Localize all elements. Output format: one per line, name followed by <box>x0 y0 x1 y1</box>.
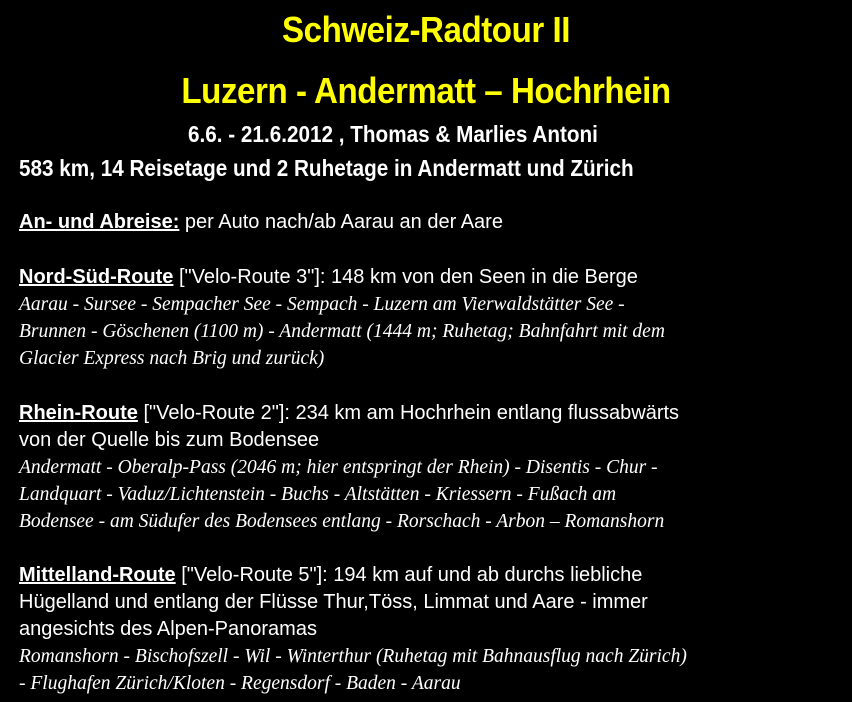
route-stops: Bodensee - am Südufer des Bodensees entlang - Rorschach - Arbon – Romanshorn <box>19 511 665 532</box>
route-mittelland <box>19 562 839 697</box>
title-line-2: Luzern - Andermatt – Hochrhein <box>181 70 671 111</box>
route-nord-sued <box>19 264 839 372</box>
route-desc: angesichts des Alpen-Panoramas <box>19 618 317 640</box>
route-desc: ["Velo-Route 3"]: 148 km von den Seen in die Berge <box>173 266 638 288</box>
anreise-label: An- und Abreise: <box>19 211 180 233</box>
route-desc: ["Velo-Route 2"]: 234 km am Hochrhein entlang flussabwärts <box>137 402 680 424</box>
route-stops: Romanshorn - Bischofszell - Wil - Winterthur (Ruhetag mit Bahnausflug nach Zürich) <box>19 646 687 667</box>
title-line-1: Schweiz-Radtour II <box>282 9 570 50</box>
route-desc: von der Quelle bis zum Bodensee <box>19 429 320 451</box>
anreise-text: per Auto nach/ab Aarau an der Aare <box>179 211 503 233</box>
route-stops: - Flughafen Zürich/Kloten - Regensdorf - Baden - Aarau <box>19 673 461 694</box>
route-stops: Landquart - Vaduz/Lichtenstein - Buchs - Altstätten - Kriessern - Fußach am <box>19 484 617 505</box>
dates-travelers: 6.6. - 21.6.2012 , Thomas & Marlies Antoni <box>188 121 598 147</box>
route-stops: Glacier Express nach Brig und zurück) <box>19 348 325 369</box>
route-desc: Hügelland und entlang der Flüsse Thur,Töss, Limmat und Aare - immer <box>19 591 648 613</box>
route-label: Nord-Süd-Route <box>19 266 174 288</box>
anreise-section <box>19 209 839 236</box>
trip-summary: 583 km, 14 Reisetage und 2 Ruhetage in Andermatt und Zürich <box>19 155 634 181</box>
route-label: Rhein-Route <box>19 402 138 424</box>
route-stops: Brunnen - Göschenen (1100 m) - Andermatt (1444 m; Ruhetag; Bahnfahrt mit dem <box>19 321 665 342</box>
route-label: Mittelland-Route <box>19 564 176 586</box>
route-stops: Andermatt - Oberalp-Pass (2046 m; hier entspringt der Rhein) - Disentis - Chur - <box>19 457 658 478</box>
route-rhein <box>19 400 839 535</box>
route-desc: ["Velo-Route 5"]: 194 km auf und ab durchs liebliche <box>175 564 643 586</box>
route-stops: Aarau - Sursee - Sempacher See - Sempach - Luzern am Vierwaldstätter See - <box>19 294 625 315</box>
